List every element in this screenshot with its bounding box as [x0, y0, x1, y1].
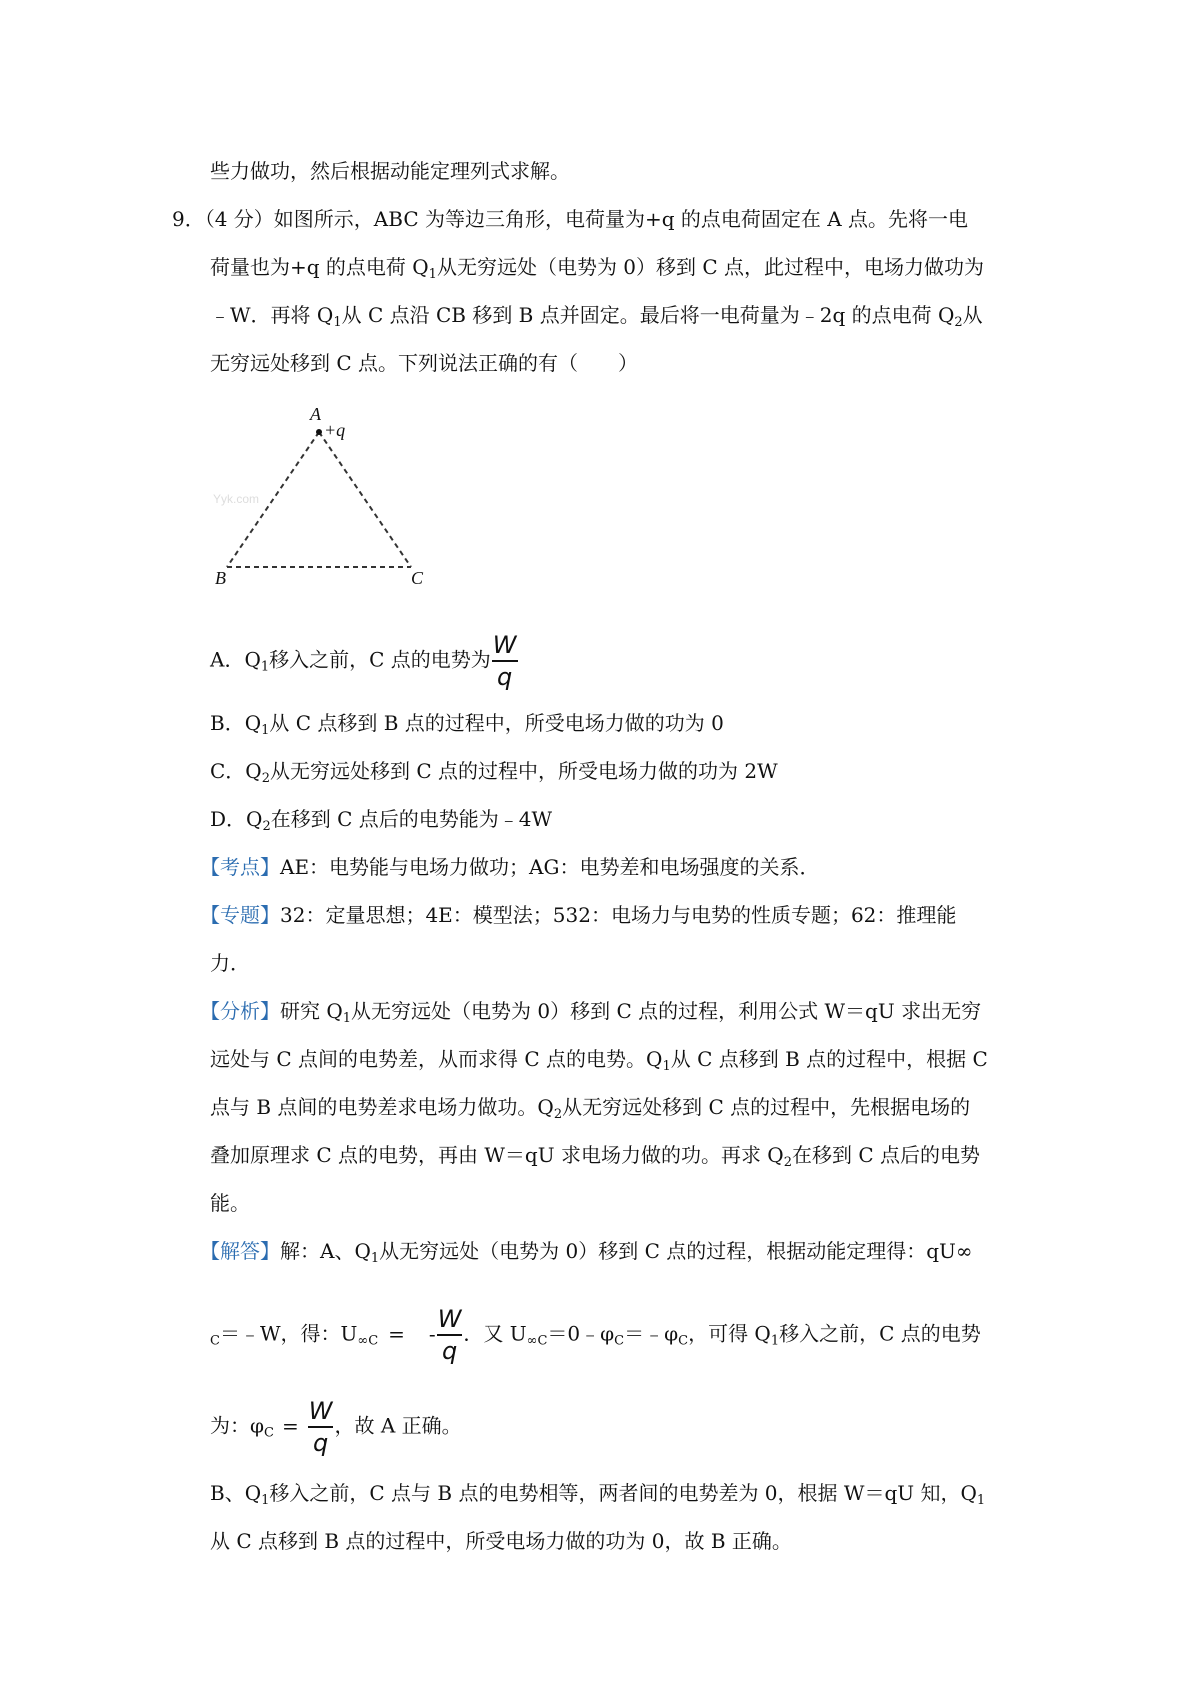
jieda-line-1 — [200, 1238, 973, 1272]
question-9-line-3 — [210, 302, 983, 336]
text-span: ．又 U — [463, 1321, 527, 1346]
subscript: 1 — [770, 1333, 780, 1349]
text-span: 在移到 C 点后的电势 — [791, 1143, 981, 1167]
question-9-line-1: 9．（4 分）如图所示，ABC 为等边三角形，电荷量为+q 的点电荷固定在 A 点。先将一电 — [172, 207, 969, 231]
text-span: 从无穷远处（电势为 0）移到 C 点的过程，根据动能定理得：qU — [379, 1239, 956, 1263]
section-tag: 【专题】 — [200, 903, 280, 927]
text-span: 远处与 C 点间的电势差，从而求得 C 点的电势。Q — [210, 1047, 663, 1071]
equals-sign: = — [281, 1413, 299, 1438]
subscript: 1 — [261, 1493, 270, 1508]
text-span: B．Q — [210, 711, 262, 735]
fenxi-line-4 — [210, 1142, 980, 1176]
point-charge-dot — [316, 429, 322, 435]
text-span: ＝﹣φ — [624, 1321, 679, 1346]
subscript: 2 — [261, 771, 270, 786]
text-span: C．Q — [210, 759, 262, 783]
subscript: 1 — [370, 1251, 380, 1266]
text-span: ﹣W．再将 Q — [210, 303, 334, 327]
equals-sign: = — [388, 1321, 405, 1346]
label-b: B — [215, 568, 226, 588]
subscript: 1 — [260, 659, 270, 675]
subscript: 1 — [976, 1493, 986, 1508]
text-span: 从无穷远处移到 C 点的过程中，先根据电场的 — [562, 1095, 971, 1119]
fraction-w-over-q — [436, 1304, 464, 1366]
text-span: 为：φ — [210, 1413, 265, 1438]
text-span: 移入之前，C 点与 B 点的电势相等，两者间的电势差为 0，根据 W＝qU 知，Q — [269, 1481, 977, 1505]
text-span: 从无穷远处（电势为 0）移到 C 点，此过程中，电场力做功为 — [436, 255, 985, 279]
subscript: 1 — [428, 267, 437, 282]
text-span: 移入之前，C 点的电势为 — [269, 647, 491, 672]
jieda-b-line-1 — [210, 1480, 985, 1514]
subscript: 2 — [553, 1107, 563, 1122]
question-9-line-4: 无穷远处移到 C 点。下列说法正确的有（ ） — [210, 351, 639, 375]
subscript: 2 — [262, 819, 271, 834]
option-b — [210, 710, 724, 744]
subscript: C — [678, 1333, 689, 1349]
section-tag: 【分析】 — [200, 999, 280, 1023]
fenxi-line-1 — [200, 998, 981, 1032]
text-span: ＝﹣W，得：U — [219, 1321, 358, 1346]
text-span: A．Q — [210, 647, 261, 672]
minus-sign: - — [428, 1321, 436, 1346]
text-span: D．Q — [210, 807, 263, 831]
text-line: 些力做功，然后根据动能定理列式求解。 — [210, 159, 570, 183]
subscript: C — [210, 1333, 220, 1349]
option-c — [210, 758, 778, 792]
edge-ac — [319, 432, 411, 567]
fraction-w-over-q — [307, 1396, 335, 1458]
text-span: 从 C 点移到 B 点的过程中，所受电场力做的功为 0 — [269, 711, 724, 735]
text-span: 叠加原理求 C 点的电势，再由 W＝qU 求电场力做的功。再求 Q — [210, 1143, 784, 1167]
watermark: Yyk.com — [213, 492, 260, 506]
subscript: ∞C — [526, 1333, 548, 1349]
text-span: ∞ — [955, 1239, 973, 1263]
triangle-figure — [205, 400, 425, 600]
section-tag: 【考点】 — [200, 855, 280, 879]
zhuanti-line-1 — [200, 902, 956, 928]
subscript: 1 — [342, 1011, 352, 1026]
section-tag: 【解答】 — [200, 1239, 280, 1263]
fenxi-line-3 — [210, 1094, 970, 1128]
text-span: B、Q — [210, 1481, 262, 1505]
fraction-numerator: W — [308, 1397, 333, 1425]
fraction-w-over-q — [491, 630, 519, 692]
kaodian-line — [200, 854, 819, 880]
text-span: 移入之前，C 点的电势 — [779, 1321, 981, 1346]
fenxi-line-2 — [210, 1046, 988, 1080]
zhuanti-line-2: 力． — [210, 951, 250, 975]
fraction-denominator: q — [497, 663, 513, 691]
text-span: 从 C 点沿 CB 移到 B 点并固定。最后将一电荷量为﹣2q 的点电荷 Q — [341, 303, 955, 327]
text-span: 从无穷远处（电势为 0）移到 C 点的过程，利用公式 W＝qU 求出无穷 — [351, 999, 982, 1023]
subscript: 1 — [662, 1059, 671, 1074]
text-span: 在移到 C 点后的电势能为﹣4W — [270, 807, 553, 831]
question-9-line-2 — [210, 254, 984, 288]
subscript: 2 — [954, 315, 963, 330]
text-span: ，故 A 正确。 — [334, 1413, 462, 1438]
jieda-line-3 — [210, 1396, 462, 1458]
fraction-numerator: W — [492, 631, 517, 659]
subscript: 1 — [261, 723, 270, 738]
jieda-line-2 — [210, 1304, 981, 1366]
label-charge: +q — [324, 420, 346, 440]
text-span: ，可得 Q — [688, 1321, 771, 1346]
text-span: 点与 B 点间的电势差求电场力做功。Q — [210, 1095, 554, 1119]
text-span: 解：A、Q — [280, 1239, 371, 1263]
text-span: AE：电势能与电场力做功；AG：电势差和电场强度的关系． — [280, 855, 820, 879]
label-a: A — [310, 404, 321, 424]
option-a — [210, 630, 519, 692]
text-span: 荷量也为+q 的点电荷 Q — [210, 255, 429, 279]
text-span: 从无穷远处移到 C 点的过程中，所受电场力做的功为 2W — [269, 759, 778, 783]
fenxi-line-5: 能。 — [210, 1191, 250, 1215]
jieda-b-line-2: 从 C 点移到 B 点的过程中，所受电场力做的功为 0，故 B 正确。 — [210, 1529, 792, 1553]
fraction-denominator: q — [441, 1337, 458, 1365]
text-span: 从 — [962, 303, 983, 327]
text-span: 32：定量思想；4E：模型法；532：电场力与电势的性质专题；62：推理能 — [280, 903, 957, 927]
label-c: C — [411, 568, 424, 588]
subscript: 1 — [333, 315, 342, 330]
option-d — [210, 806, 552, 840]
text-span: 研究 Q — [280, 999, 343, 1023]
subscript: C — [264, 1425, 274, 1441]
fraction-denominator: q — [312, 1429, 329, 1457]
subscript: ∞C — [357, 1333, 379, 1349]
text-span: ＝0﹣φ — [547, 1321, 615, 1346]
fraction-numerator: W — [437, 1305, 462, 1333]
subscript: 2 — [783, 1155, 792, 1170]
subscript: C — [614, 1333, 625, 1349]
text-span: 从 C 点移到 B 点的过程中，根据 C — [670, 1047, 988, 1071]
